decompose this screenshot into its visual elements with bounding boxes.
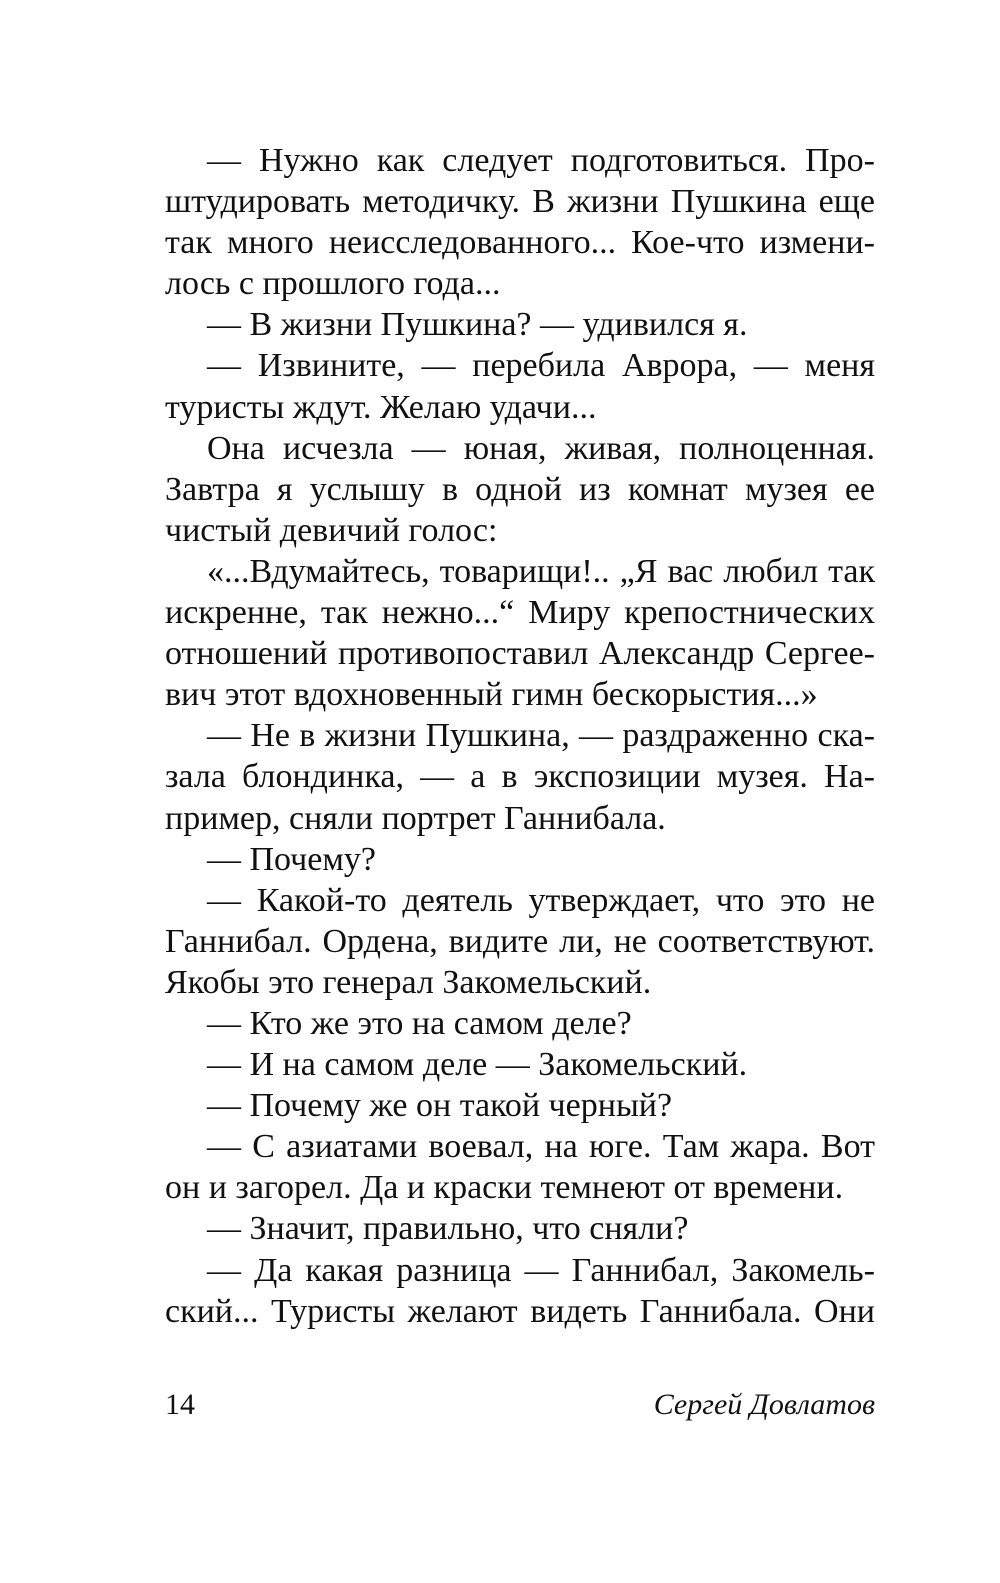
text-line: — Какой-то деятель утверждает, что это не — [207, 881, 875, 919]
text-line: вич этот вдохновенный гимн бескорыстия...» — [165, 676, 818, 714]
text-line: штудировать методичку. В жизни Пушкина еще — [165, 183, 875, 221]
text-line: Якобы это генерал Закомельский. — [165, 963, 652, 1001]
text-line: — Извините, — перебила Аврора, — меня — [207, 347, 875, 385]
page-number: 14 — [165, 1388, 195, 1421]
text-line: — Нужно как следует подготовиться. Про- — [207, 142, 875, 179]
text-line: лось с прошлого года... — [165, 265, 501, 303]
text-line: так много неисследованного... Кое-что измени- — [165, 224, 875, 262]
text-line: чистый девичий голос: — [165, 511, 498, 549]
text-line: — И на самом деле — Закомельский. — [207, 1046, 748, 1084]
text-line: ский... Туристы желают видеть Ганнибала. Они — [165, 1292, 875, 1330]
text-line: «...Вдумайтесь, товарищи!.. „Я вас любил так — [207, 552, 875, 590]
text-line: Завтра я услышу в одной из комнат музея ее — [165, 470, 875, 508]
text-line: — С азиатами воевал, на юге. Там жара. Вот — [207, 1128, 875, 1166]
text-line: Она исчезла — юная, живая, полноценная. — [207, 429, 875, 467]
text-line: — Кто же это на самом деле? — [207, 1004, 632, 1042]
page-body-text — [165, 140, 875, 1332]
running-header-author: Сергей Довлатов — [653, 1388, 875, 1421]
text-line: Ганнибал. Ордена, видите ли, не соответствуют. — [165, 922, 875, 960]
page-footer — [165, 1385, 875, 1425]
text-line: — Почему же он такой черный? — [207, 1087, 673, 1125]
text-line: — Не в жизни Пушкина, — раздраженно ска- — [207, 717, 875, 755]
text-line: — Почему? — [207, 840, 376, 878]
text-line: искренне, так нежно...“ Миру крепостнических — [165, 594, 875, 632]
text-line: — В жизни Пушкина? — удивился я. — [207, 306, 748, 344]
text-line: он и загорел. Да и краски темнеют от времени. — [165, 1169, 844, 1207]
text-line: пример, сняли портрет Ганнибала. — [165, 799, 666, 837]
text-line: — Да какая разница — Ганнибал, Закомель- — [207, 1251, 875, 1289]
text-line: — Значит, правильно, что сняли? — [207, 1210, 689, 1248]
text-line: зала блондинка, — а в экспозиции музея. На- — [165, 758, 875, 796]
text-line: отношений противопоставил Александр Сергее- — [165, 635, 875, 673]
text-line: туристы ждут. Желаю удачи... — [165, 388, 597, 426]
